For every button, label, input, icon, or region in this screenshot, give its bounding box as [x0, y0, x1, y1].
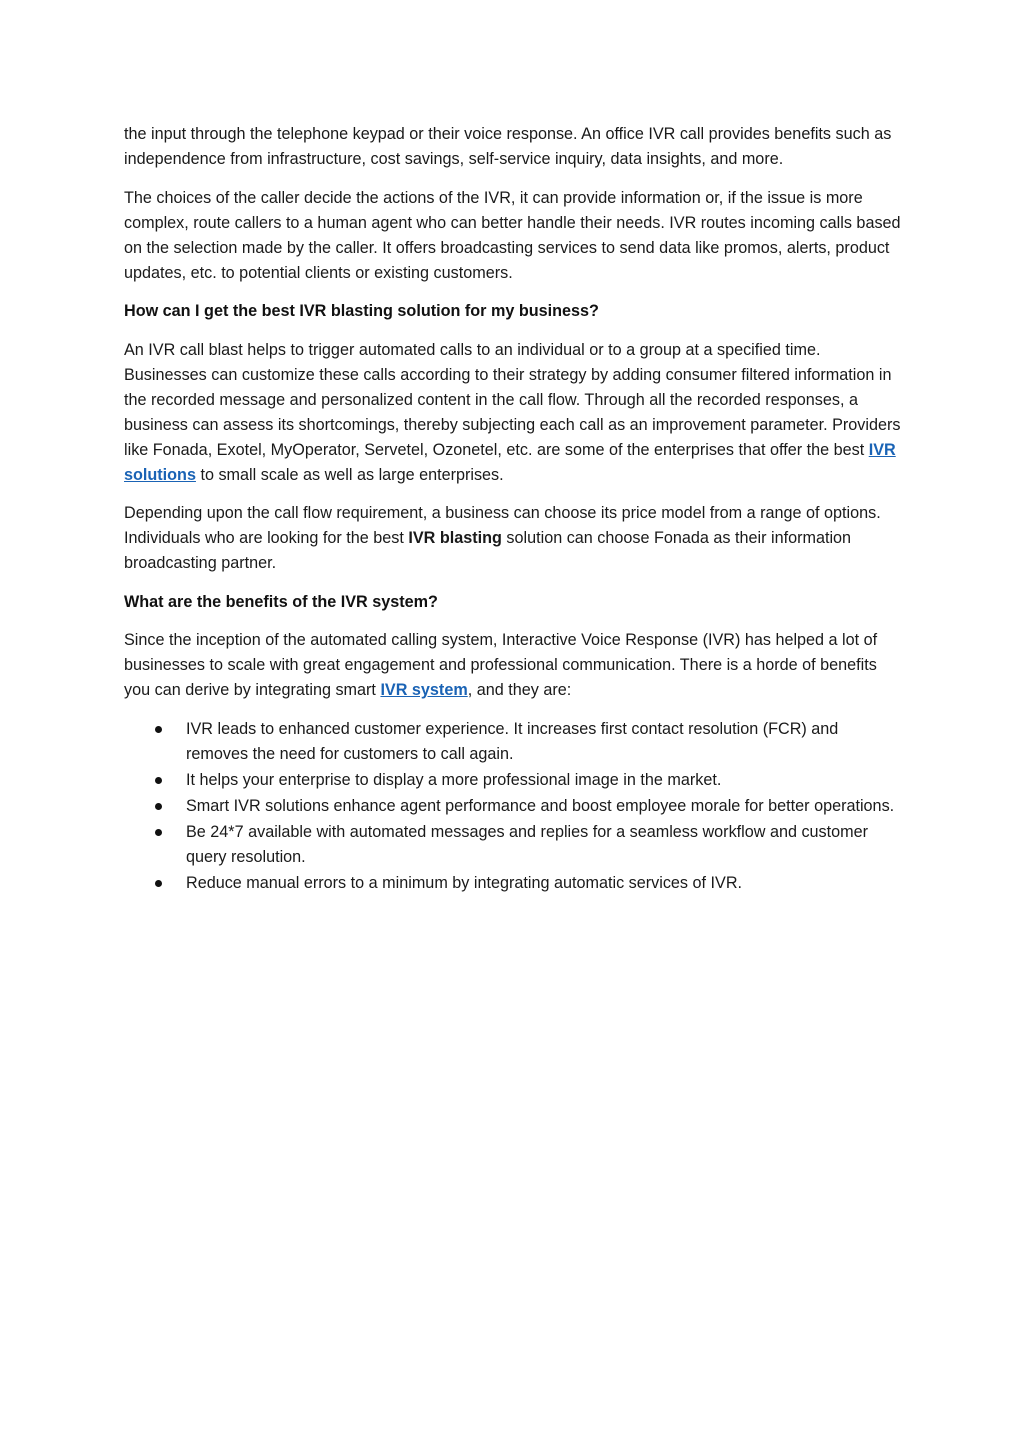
list-item-text: Reduce manual errors to a minimum by integrating automatic services of IVR.	[186, 873, 743, 892]
benefits-list	[124, 717, 904, 896]
list-item-text: Be 24*7 available with automated messages and replies for a seamless workflow and customer query resolution.	[186, 822, 869, 866]
ivr-system-link[interactable]: IVR system	[380, 681, 468, 699]
heading-best-ivr-blasting: How can I get the best IVR blasting solution for my business?	[124, 302, 599, 320]
heading-benefits: What are the benefits of the IVR system?	[124, 592, 438, 611]
list-item	[124, 871, 904, 896]
list-item-text: It helps your enterprise to display a more professional image in the market.	[186, 770, 722, 789]
list-item	[124, 794, 904, 819]
list-item-text: IVR leads to enhanced customer experience. It increases first contact resolution (FCR) and removes the need for customers to call again.	[186, 719, 839, 763]
paragraph-ivr-call-blast-text-end: to small scale as well as large enterprises.	[195, 465, 504, 484]
list-item-text: Smart IVR solutions enhance agent performance and boost employee morale for better operations.	[186, 796, 895, 815]
bullet-icon	[155, 829, 162, 836]
bullet-icon	[155, 777, 162, 784]
bullet-icon	[155, 880, 162, 887]
paragraph-inception	[124, 628, 904, 703]
bullet-icon	[155, 726, 162, 733]
paragraph-caller-choices: The choices of the caller decide the actions of the IVR, it can provide information or, if the issue is more complex, route callers to a human agent who can better handle their needs. IVR routes incoming calls based on the selection made by the caller. It offers broadcasting services to send data like promos, alerts, product updates, etc. to potential clients or existing customers.	[124, 188, 901, 282]
ivr-solutions-link[interactable]: IVR solutions	[124, 440, 896, 484]
paragraph-inception-text: Since the inception of the automated calling system, Interactive Voice Response (IVR) has helped a lot of businesses to scale with great engagement and professional communication. There is a horde of benefits you can derive by integrating smart	[124, 631, 878, 699]
paragraph-intro: the input through the telephone keypad or their voice response. An office IVR call provides benefits such as independence from infrastructure, cost savings, self-service inquiry, data insights, and more.	[124, 125, 892, 168]
paragraph-inception-text-end: , and they are:	[467, 681, 572, 699]
ivr-blasting-bold: IVR blasting	[408, 529, 502, 547]
paragraph-ivr-call-blast-text: An IVR call blast helps to trigger automated calls to an individual or to a group at a specified time. Businesses can customize these calls according to their strategy by adding consumer filtered information in the recorded message and personalized content in the call flow. Through all the recorded responses, a business can assess its shortcomings, thereby subjecting each call as an improvement parameter. Providers like Fonada, Exotel, MyOperator, Servetel, Ozonetel, etc. are some of the enterprises that offer the best	[124, 340, 901, 459]
list-item	[124, 768, 904, 793]
bullet-icon	[155, 803, 162, 810]
paragraph-price-model-text-end: solution can choose Fonada as their information broadcasting partner.	[124, 529, 852, 572]
document-page	[124, 122, 904, 897]
list-item	[124, 717, 904, 767]
paragraph-price-model-text: Depending upon the call flow requirement, a business can choose its price model from a range of options. Individuals who are looking for the best	[124, 504, 881, 547]
list-item	[124, 820, 904, 870]
paragraph-price-model	[124, 501, 904, 576]
paragraph-ivr-call-blast	[124, 338, 904, 488]
